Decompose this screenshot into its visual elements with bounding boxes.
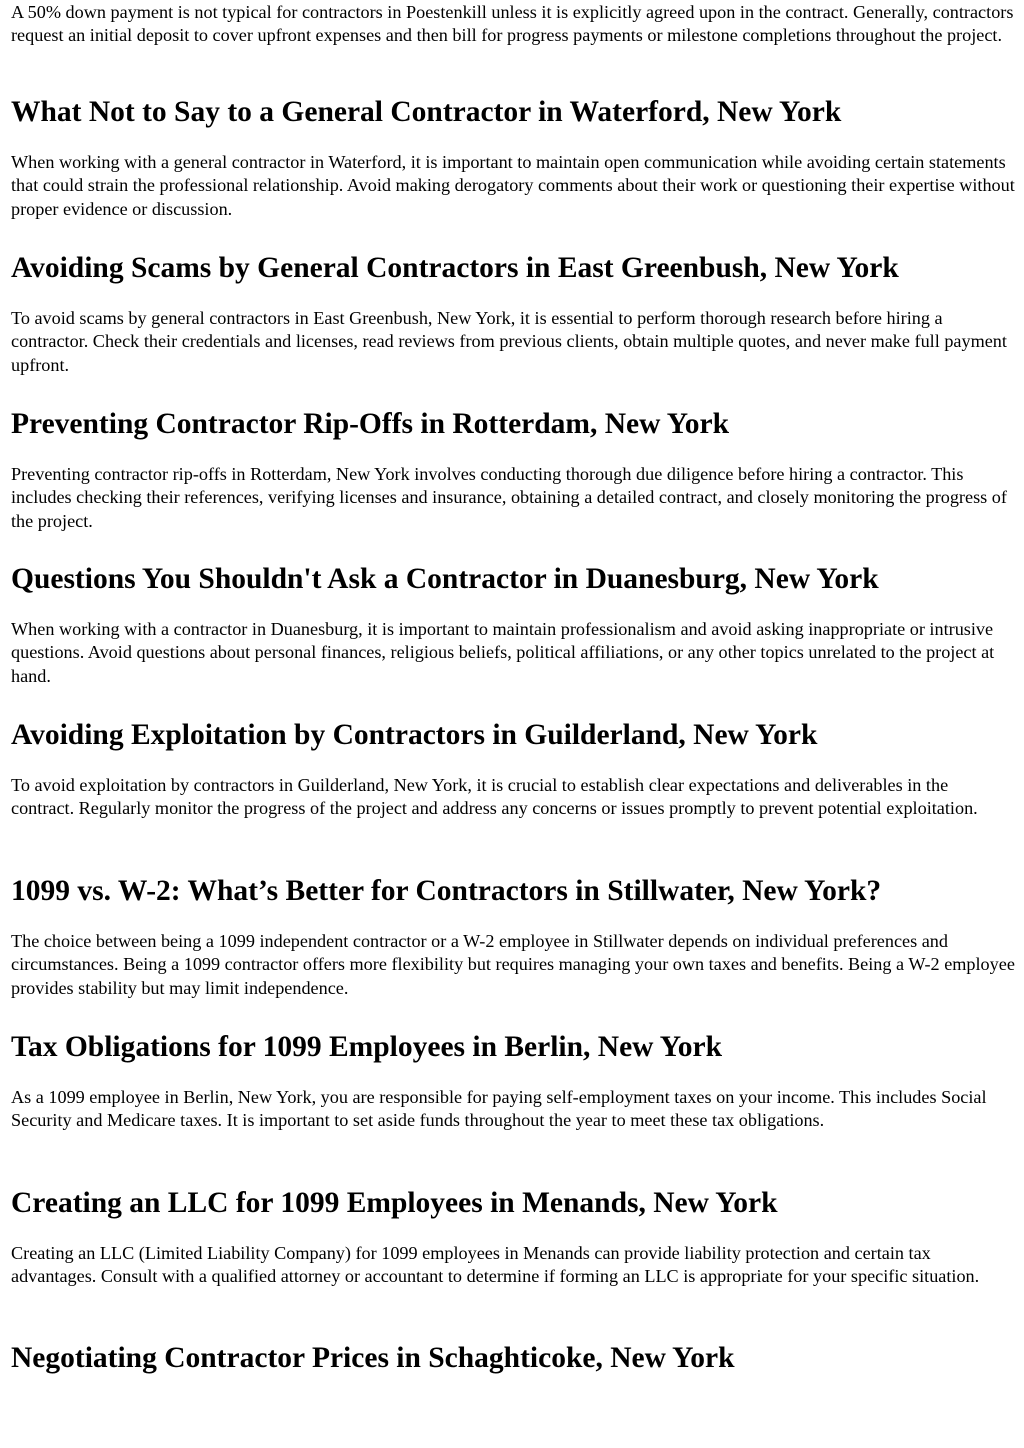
section-paragraph: When working with a general contractor in Waterford, it is important to maintain open communication while avoiding certain statements that could strain the professional relationship. Avoid making derogatory comments about their work or questioning their expertise without proper evidence or discussion. xyxy=(11,152,1015,219)
section-menands xyxy=(11,1186,1015,1289)
section-heading: Preventing Contractor Rip-Offs in Rotterdam, New York xyxy=(11,408,729,440)
section-stillwater xyxy=(11,874,1015,1000)
section-rotterdam xyxy=(11,407,1015,533)
section-heading: Creating an LLC for 1099 Employees in Menands, New York xyxy=(11,1187,778,1219)
section-heading: 1099 vs. W-2: What’s Better for Contractors in Stillwater, New York? xyxy=(11,875,882,907)
section-heading: Avoiding Exploitation by Contractors in Guilderland, New York xyxy=(11,719,818,751)
section-berlin xyxy=(11,1030,1015,1133)
section-paragraph: To avoid exploitation by contractors in Guilderland, New York, it is crucial to establish clear expectations and deliverables in the contract. Regularly monitor the progress of the project and address any concerns or issues promptly to prevent potential exploitation. xyxy=(11,775,978,819)
section-duanesburg xyxy=(11,562,1015,688)
section-paragraph: As a 1099 employee in Berlin, New York, you are responsible for paying self-employment taxes on your income. This includes Social Security and Medicare taxes. It is important to set aside funds throughout the year to meet these tax obligations. xyxy=(11,1087,987,1131)
section-heading: Questions You Shouldn't Ask a Contractor in Duanesburg, New York xyxy=(11,563,879,595)
section-waterford xyxy=(11,95,1015,221)
section-paragraph: Creating an LLC (Limited Liability Company) for 1099 employees in Menands can provide liability protection and certain tax advantages. Consult with a qualified attorney or accountant to determine if forming an LLC is appropriate for your specific situation. xyxy=(11,1243,980,1287)
section-paragraph: When working with a contractor in Duanesburg, it is important to maintain professionalism and avoid asking inappropriate or intrusive questions. Avoid questions about personal finances, religious beliefs, political affiliations, or any other topics unrelated to the project at hand. xyxy=(11,619,995,686)
section-paragraph: To avoid scams by general contractors in East Greenbush, New York, it is essential to perform thorough research before hiring a contractor. Check their credentials and licenses, read reviews from previous clients, obtain multiple quotes, and never make full payment upfront. xyxy=(11,308,1007,375)
section-guilderland xyxy=(11,718,1015,821)
section-paragraph: The choice between being a 1099 independent contractor or a W-2 employee in Stillwater depends on individual preferences and circumstances. Being a 1099 contractor offers more flexibility but requires managing your own taxes and benefits. Being a W-2 employee provides stability but may limit independence. xyxy=(11,931,1015,998)
section-east-greenbush xyxy=(11,251,1015,377)
section-heading: Tax Obligations for 1099 Employees in Berlin, New York xyxy=(11,1031,723,1063)
section-paragraph: Preventing contractor rip-offs in Rotterdam, New York involves conducting thorough due diligence before hiring a contractor. This includes checking their references, verifying licenses and insurance, obtaining a detailed contract, and closely monitoring the progress of the project. xyxy=(11,464,1007,531)
intro-paragraph: A 50% down payment is not typical for contractors in Poestenkill unless it is explicitly agreed upon in the contract. Generally, contractors request an initial deposit to cover upfront expenses and then bill for progress payments or milestone completions throughout the project. xyxy=(11,2,1014,46)
section-heading: What Not to Say to a General Contractor in Waterford, New York xyxy=(11,96,842,128)
section-schaghticoke xyxy=(11,1341,1015,1375)
section-heading: Avoiding Scams by General Contractors in East Greenbush, New York xyxy=(11,252,899,284)
section-heading: Negotiating Contractor Prices in Schaghticoke, New York xyxy=(11,1342,735,1374)
